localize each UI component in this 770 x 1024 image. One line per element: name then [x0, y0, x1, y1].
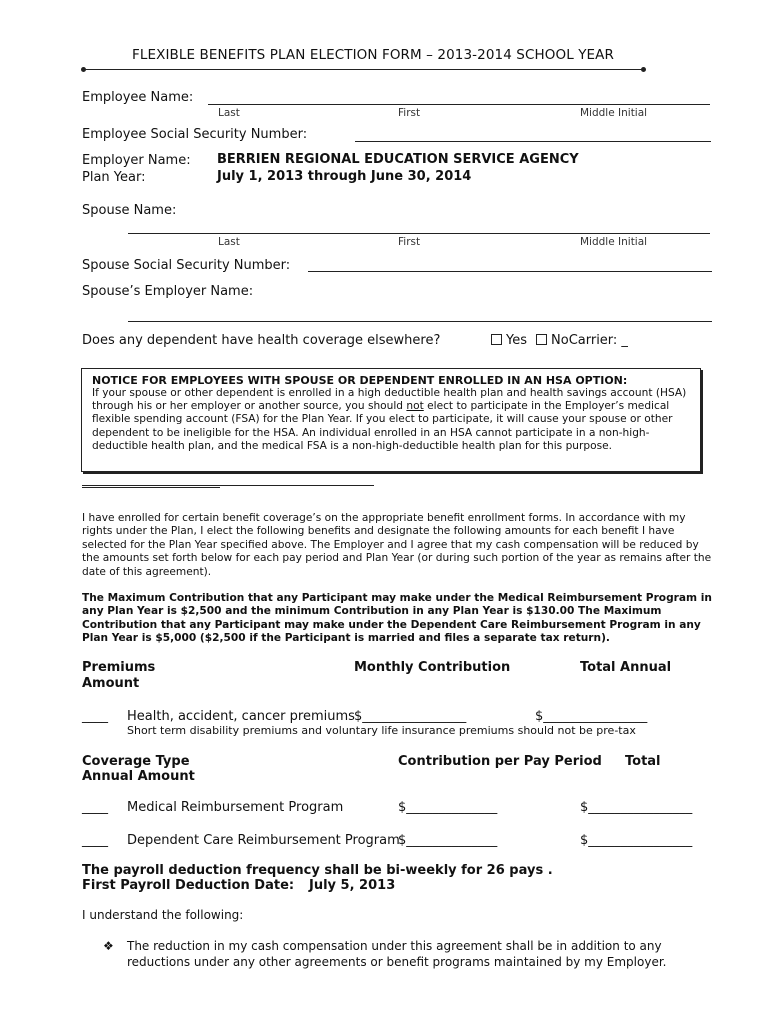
title-rule: [84, 69, 644, 70]
hsa-notice-not: not: [406, 400, 424, 413]
spouse-name-field[interactable]: [128, 233, 710, 234]
spouse-ssn-field[interactable]: [308, 271, 712, 272]
employee-ssn-label: Employee Social Security Number:: [82, 127, 308, 142]
employee-first-sublabel: First: [398, 107, 421, 119]
premiums-header: Premiums: [82, 660, 156, 675]
spouse-ssn-label: Spouse Social Security Number:: [82, 258, 291, 273]
premiums-monthly-field[interactable]: $________________: [354, 709, 467, 724]
dependent-care-reimbursement-label: Dependent Care Reimbursement Program: [127, 833, 400, 848]
spouse-name-label: Spouse Name:: [82, 203, 177, 218]
first-payroll-date: July 5, 2013: [309, 878, 396, 893]
spouse-first-sublabel: First: [398, 236, 421, 248]
carrier-label: Carrier: _: [568, 333, 628, 348]
yes-checkbox[interactable]: [491, 334, 502, 345]
coverage-total-header: Total: [625, 754, 661, 769]
bullet-text-line2: reductions under any other agreements or benefit programs maintained by my Employer.: [127, 955, 667, 969]
monthly-contribution-header: Monthly Contribution: [354, 660, 511, 675]
agreement-paragraph: I have enrolled for certain benefit coverage’s on the appropriate benefit enrollment forms. In accordance with my rights under the Plan, I elect the following benefits and designate the following amounts for each benefit I have selected for the Plan Year specified above. The Employer and I agree that my cash compensation will be reduced by the amounts set forth below for each pay period and Plan Year (or during such portion of the year as remains after the date of this agreement).: [82, 512, 712, 578]
premiums-note: Short term disability premiums and voluntary life insurance premiums should not be pre-tax: [127, 724, 636, 737]
separator-line-short: [82, 487, 220, 488]
plan-year-value: July 1, 2013 through June 30, 2014: [217, 169, 472, 184]
dependent-no-option[interactable]: [536, 333, 628, 348]
medical-total-field[interactable]: $________________: [580, 800, 693, 815]
yes-label: Yes: [506, 333, 527, 348]
employee-middle-sublabel: Middle Initial: [580, 107, 648, 119]
contribution-per-period-header: Contribution per Pay Period: [398, 754, 602, 769]
title-rule-right-dot: [641, 67, 646, 72]
spouse-employer-field[interactable]: [128, 321, 712, 322]
bullet-text-line1: The reduction in my cash compensation under this agreement shall be in addition to any: [127, 939, 662, 953]
hsa-notice-box: [81, 368, 701, 472]
employer-label: Employer Name:: [82, 153, 191, 168]
dependent-coverage-question: Does any dependent have health coverage elsewhere?: [82, 333, 441, 348]
diamond-bullet-icon: ❖: [103, 939, 114, 953]
premiums-row-label: Health, accident, cancer premiums: [127, 709, 355, 724]
no-checkbox[interactable]: [536, 334, 547, 345]
dependent-care-total-field[interactable]: $________________: [580, 833, 693, 848]
premiums-header-amount: Amount: [82, 676, 140, 691]
hsa-notice-text-before: If your spouse or other dependent is enrolled in a high deductible health plan and health savings account (HSA) through his or her employer or another source, you should: [92, 387, 687, 413]
annual-amount-header: Annual Amount: [82, 769, 195, 784]
hsa-notice-heading: NOTICE FOR EMPLOYEES WITH SPOUSE OR DEPENDENT ENROLLED IN AN HSA OPTION:: [92, 374, 628, 387]
dependent-care-select-blank[interactable]: ____: [82, 833, 108, 848]
separator-line: [82, 485, 374, 486]
hsa-notice-text: [92, 387, 700, 453]
spouse-last-sublabel: Last: [218, 236, 240, 248]
employee-name-field[interactable]: [208, 104, 710, 105]
hsa-notice-text-after: elect to participate in the Employer’s medical flexible spending account (FSA) for the Plan Year. If you elect to participate, it will cause your spouse or other dependent to be ineligible for the HSA. An individual enrolled in an HSA cannot participate in a non-high-deductible health plan, and the medical FSA is a non-high-deductible health plan for this purpose.: [92, 400, 673, 452]
employee-ssn-field[interactable]: [355, 141, 711, 142]
first-payroll-label: First Payroll Deduction Date:: [82, 878, 295, 893]
employee-name-label: Employee Name:: [82, 90, 194, 105]
medical-per-period-field[interactable]: $______________: [398, 800, 498, 815]
employer-value: BERRIEN REGIONAL EDUCATION SERVICE AGENCY: [217, 152, 579, 167]
form-title: FLEXIBLE BENEFITS PLAN ELECTION FORM – 2013-2014 SCHOOL YEAR: [132, 47, 614, 63]
spouse-middle-sublabel: Middle Initial: [580, 236, 648, 248]
medical-reimbursement-label: Medical Reimbursement Program: [127, 800, 344, 815]
premiums-select-blank[interactable]: ____: [82, 709, 108, 724]
employee-last-sublabel: Last: [218, 107, 240, 119]
understand-heading: I understand the following:: [82, 908, 244, 922]
spouse-employer-label: Spouse’s Employer Name:: [82, 284, 254, 299]
premiums-total-field[interactable]: $________________: [535, 709, 648, 724]
medical-select-blank[interactable]: ____: [82, 800, 108, 815]
max-contribution-paragraph: The Maximum Contribution that any Participant may make under the Medical Reimbursement Program in any Plan Year is $2,500 and the minimum Contribution in any Plan Year is $130.00 The Maximum Contribution that any Participant may make under the Dependent Care Reimbursement Program in any Plan Year is $5,000 ($2,500 if the Participant is married and files a separate tax return).: [82, 592, 712, 645]
coverage-type-header: Coverage Type: [82, 754, 190, 769]
plan-year-label: Plan Year:: [82, 170, 146, 185]
dependent-yes-option[interactable]: [491, 333, 527, 348]
payroll-frequency: The payroll deduction frequency shall be bi-weekly for 26 pays .: [82, 863, 553, 878]
total-annual-header: Total Annual: [580, 660, 672, 675]
no-label: No: [551, 333, 569, 348]
dependent-care-per-period-field[interactable]: $______________: [398, 833, 498, 848]
